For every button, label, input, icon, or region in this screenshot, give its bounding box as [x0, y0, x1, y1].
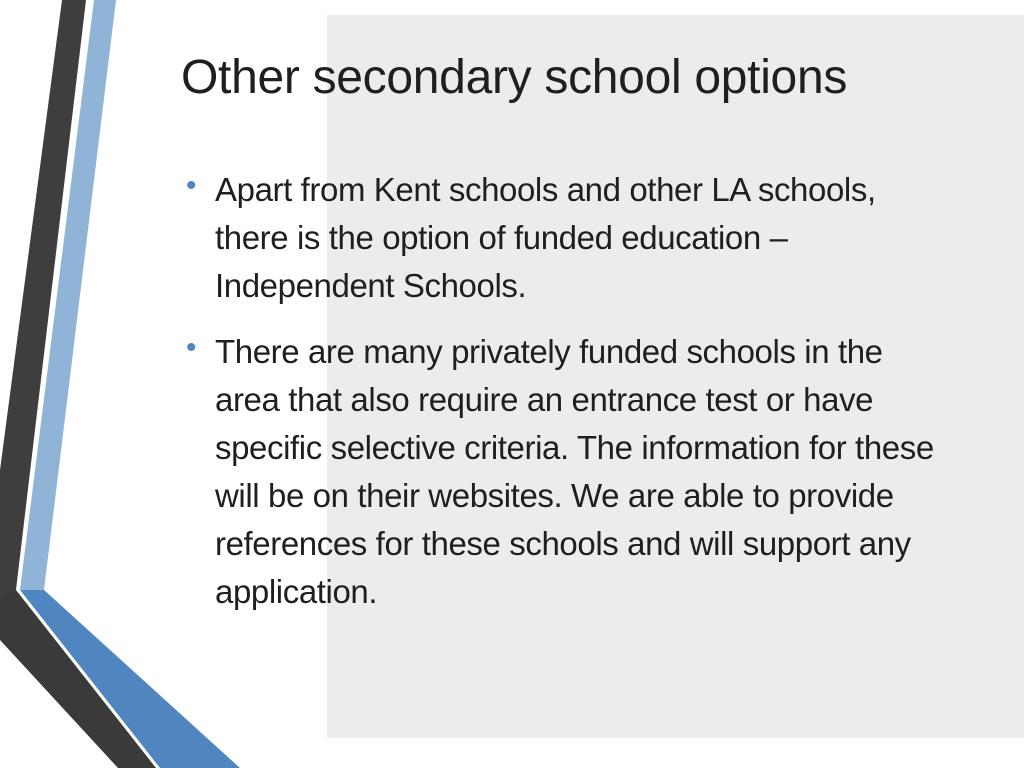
bullet-list	[183, 166, 953, 634]
bullet-dot-icon: •	[186, 331, 197, 364]
bullet-dot-icon: •	[186, 169, 197, 202]
bullet-text: Apart from Kent schools and other LA schools, there is the option of funded education – Independent Schools.	[215, 171, 876, 304]
bullet-text: There are many privately funded schools in the area that also require an entrance test or have specific selective criteria. The information for these will be on their websites. We are able to provide references for these schools and will support any application.	[215, 333, 934, 610]
bullet-item	[183, 328, 953, 616]
bullet-item	[183, 166, 953, 310]
slide-title: Other secondary school options	[181, 51, 848, 104]
